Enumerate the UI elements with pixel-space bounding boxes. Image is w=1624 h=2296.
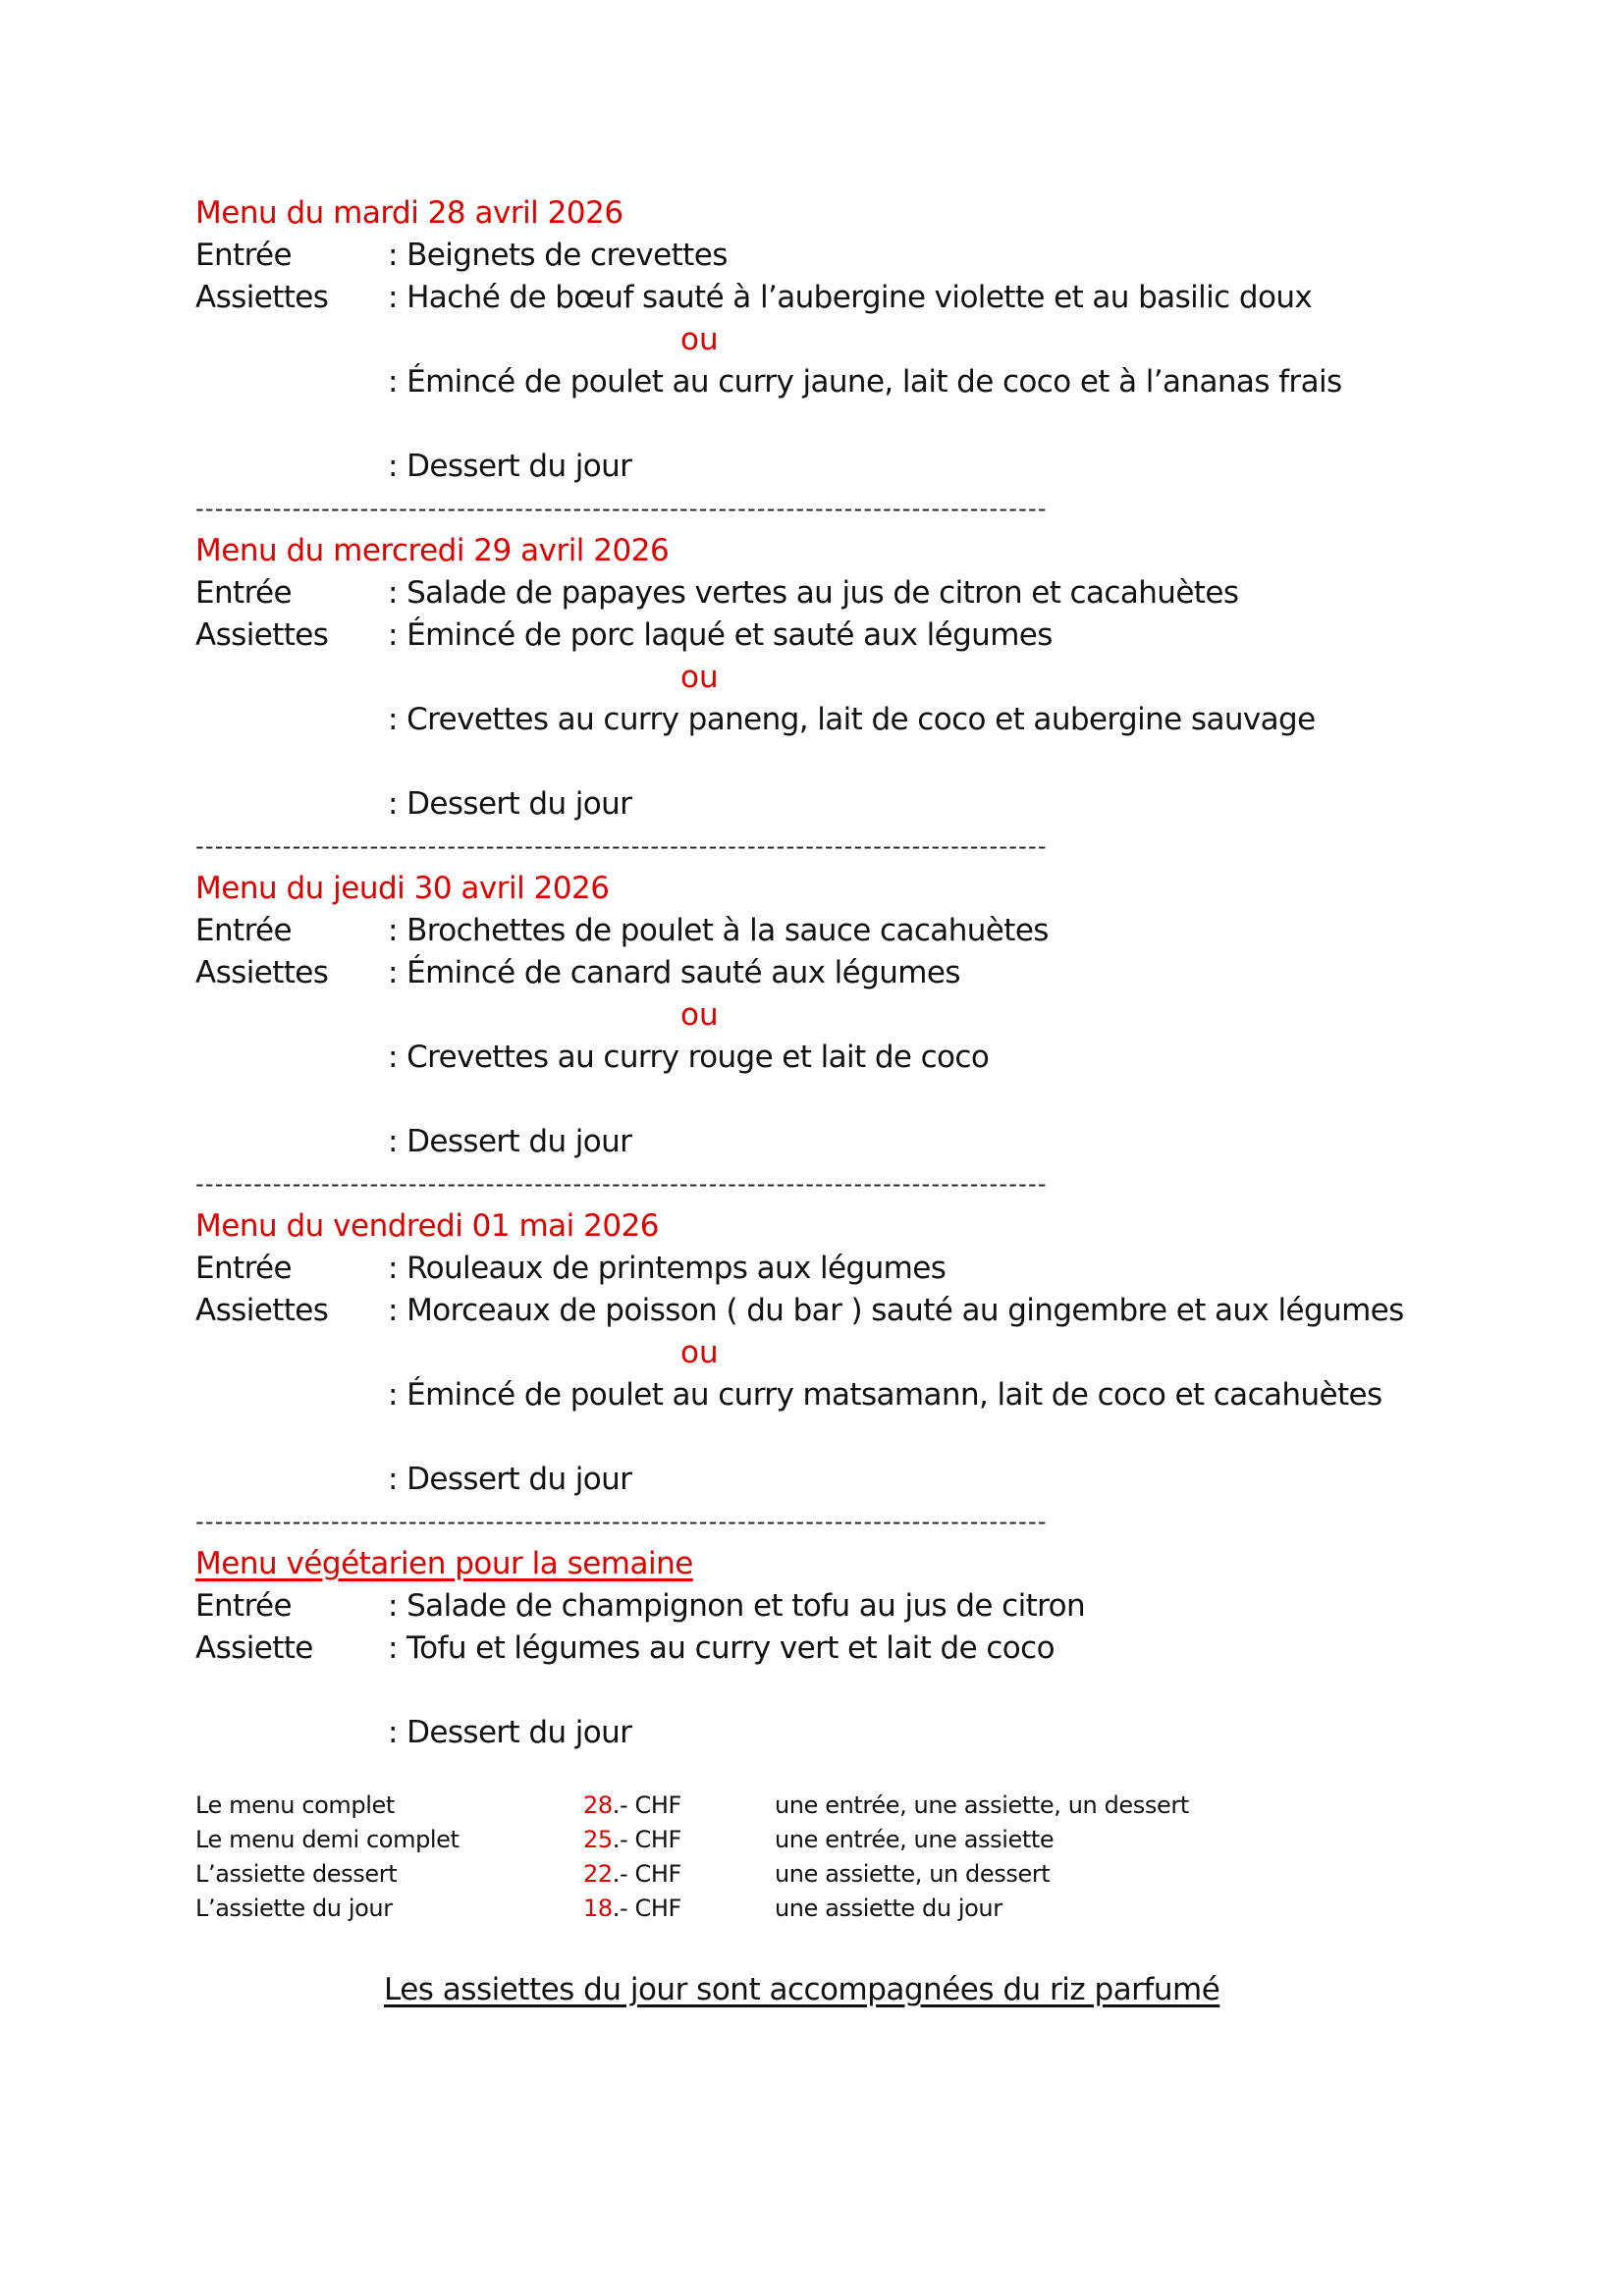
- price-list: [195, 1789, 1275, 1926]
- day-menu-title: Menu du jeudi 30 avril 2026: [195, 871, 610, 906]
- assiette-row: [195, 699, 1354, 741]
- entree-label: Entrée: [195, 913, 292, 948]
- assiette-dish: : Tofu et légumes au curry vert et lait de coco: [388, 1630, 1055, 1666]
- assiette-option-2: : Crevettes au curry paneng, lait de coco et aubergine sauvage: [388, 702, 1316, 737]
- entree-dish: : Brochettes de poulet à la sauce cacahuètes: [388, 913, 1049, 948]
- price-row: [195, 1857, 1275, 1892]
- assiette-row: [195, 1037, 1354, 1079]
- assiette-row: [195, 361, 1354, 403]
- entree-label: Entrée: [195, 1588, 292, 1624]
- assiettes-label: Assiettes: [195, 955, 329, 990]
- assiette-row: [195, 1628, 1354, 1670]
- assiette-option-2: : Émincé de poulet au curry jaune, lait de coco et à l’ananas frais: [388, 364, 1342, 400]
- dessert-item: : Dessert du jour: [388, 786, 632, 822]
- vegetarian-menu-title: Menu végétarien pour la semaine: [195, 1546, 693, 1581]
- entree-row: [195, 910, 1354, 952]
- dessert-row: [195, 1459, 1354, 1501]
- price-name: L’assiette du jour: [195, 1895, 393, 1922]
- price-description: une assiette, un dessert: [775, 1860, 1051, 1888]
- dashed-divider: ----------------------------------------------------------------------------------------: [195, 1170, 1048, 1198]
- day-menu-title: Menu du mercredi 29 avril 2026: [195, 533, 670, 568]
- assiette-option-1: : Morceaux de poisson ( du bar ) sauté au gingembre et aux légumes: [388, 1293, 1404, 1328]
- dessert-row: [195, 783, 1354, 826]
- price-amount: 22.- CHF: [583, 1860, 681, 1888]
- assiette-option-1: : Émincé de porc laqué et sauté aux légumes: [388, 617, 1053, 653]
- or-separator: ou: [680, 660, 719, 695]
- assiette-label: Assiette: [195, 1630, 313, 1666]
- assiette-row: [195, 614, 1354, 657]
- entree-label: Entrée: [195, 238, 292, 273]
- day-menu-section: [195, 1205, 1404, 1543]
- entree-label: Entrée: [195, 1251, 292, 1286]
- price-description: une assiette du jour: [775, 1895, 1002, 1922]
- dessert-item: : Dessert du jour: [388, 1124, 632, 1159]
- or-separator: ou: [680, 322, 719, 357]
- assiette-row: [195, 952, 1354, 994]
- assiette-option-2: : Émincé de poulet au curry matsamann, lait de coco et cacahuètes: [388, 1377, 1382, 1413]
- entree-row: [195, 1585, 1354, 1628]
- assiette-option-2: : Crevettes au curry rouge et lait de coco: [388, 1040, 990, 1075]
- dessert-item: : Dessert du jour: [388, 1462, 632, 1497]
- entree-row: [195, 572, 1354, 614]
- assiettes-label: Assiettes: [195, 1293, 329, 1328]
- dessert-row: [195, 446, 1354, 488]
- dashed-divider: ----------------------------------------------------------------------------------------: [195, 832, 1048, 860]
- price-description: une entrée, une assiette, un dessert: [775, 1791, 1189, 1819]
- day-menu-title: Menu du vendredi 01 mai 2026: [195, 1208, 660, 1244]
- menu-document: [195, 192, 1404, 1754]
- entree-row: [195, 235, 1354, 277]
- dessert-row: [195, 1712, 1354, 1754]
- assiette-row: [195, 1290, 1404, 1332]
- day-menu-section: [195, 192, 1354, 530]
- assiette-row: [195, 1374, 1382, 1416]
- vegetarian-menu-section: [195, 1543, 1354, 1754]
- entree-dish: : Salade de champignon et tofu au jus de citron: [388, 1588, 1086, 1624]
- footer-note: Les assiettes du jour sont accompagnées du riz parfumé: [384, 1972, 1220, 2007]
- assiettes-label: Assiettes: [195, 280, 329, 315]
- entree-row: [195, 1248, 1354, 1290]
- price-row: [195, 1823, 1275, 1857]
- day-menu-section: [195, 868, 1354, 1205]
- dashed-divider: ----------------------------------------------------------------------------------------: [195, 1508, 1048, 1535]
- entree-dish: : Salade de papayes vertes au jus de citron et cacahuètes: [388, 575, 1239, 611]
- dessert-item: : Dessert du jour: [388, 1715, 632, 1750]
- price-amount: 18.- CHF: [583, 1895, 681, 1922]
- assiette-option-1: : Haché de bœuf sauté à l’aubergine violette et au basilic doux: [388, 280, 1313, 315]
- price-row: [195, 1789, 1275, 1823]
- or-separator: ou: [680, 1335, 719, 1370]
- day-menu-section: [195, 530, 1354, 868]
- entree-dish: : Beignets de crevettes: [388, 238, 728, 273]
- price-name: Le menu complet: [195, 1791, 395, 1819]
- entree-label: Entrée: [195, 575, 292, 611]
- dashed-divider: ----------------------------------------------------------------------------------------: [195, 495, 1048, 522]
- dessert-row: [195, 1121, 1354, 1163]
- assiette-row: [195, 277, 1354, 319]
- price-description: une entrée, une assiette: [775, 1826, 1055, 1853]
- assiette-option-1: : Émincé de canard sauté aux légumes: [388, 955, 960, 990]
- entree-dish: : Rouleaux de printemps aux légumes: [388, 1251, 947, 1286]
- price-name: L’assiette dessert: [195, 1860, 398, 1888]
- dessert-item: : Dessert du jour: [388, 449, 632, 484]
- day-menu-title: Menu du mardi 28 avril 2026: [195, 195, 623, 231]
- price-amount: 28.- CHF: [583, 1791, 681, 1819]
- price-row: [195, 1892, 1275, 1926]
- assiettes-label: Assiettes: [195, 617, 329, 653]
- price-name: Le menu demi complet: [195, 1826, 460, 1853]
- price-amount: 25.- CHF: [583, 1826, 681, 1853]
- or-separator: ou: [680, 997, 719, 1033]
